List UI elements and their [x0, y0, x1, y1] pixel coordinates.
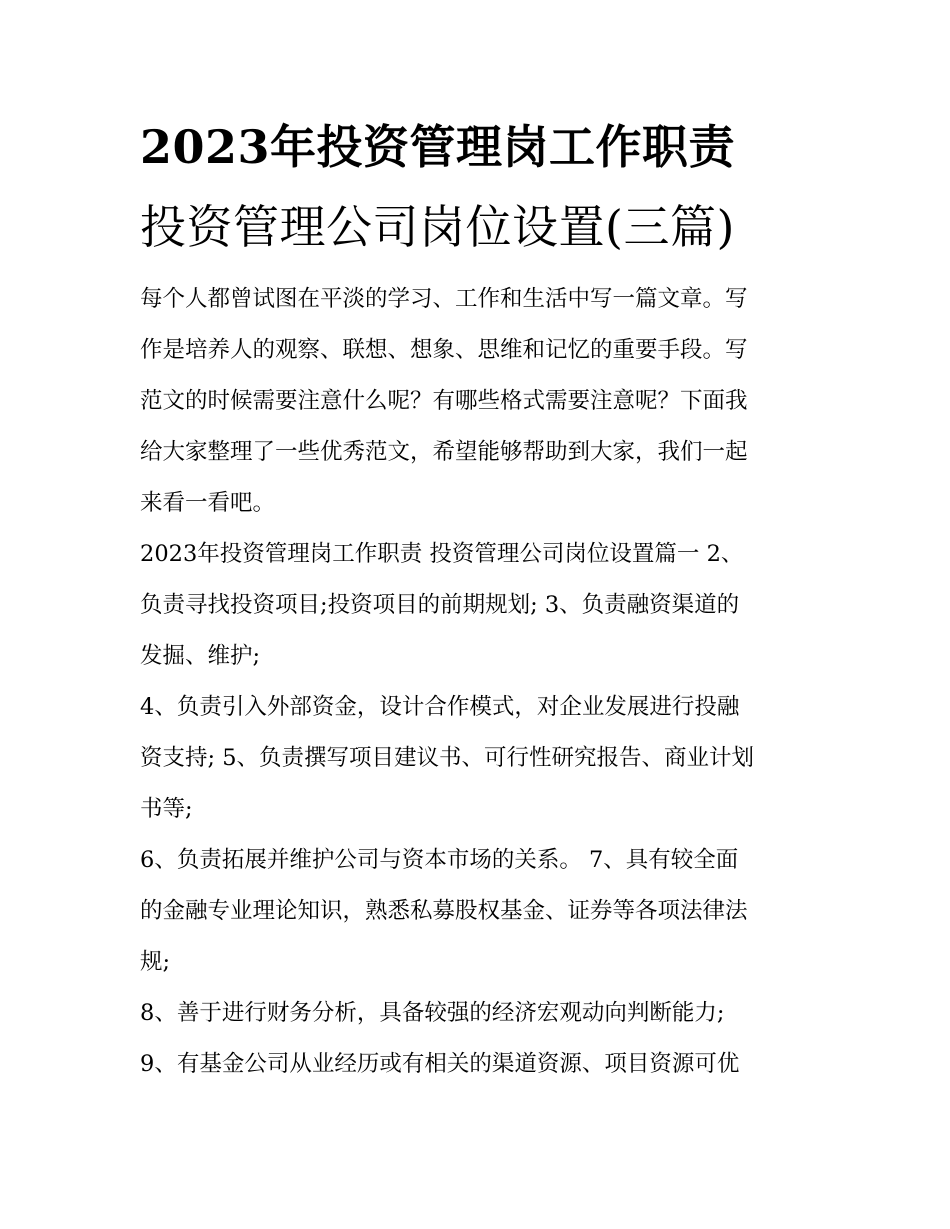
paragraph-line: 作是培养人的观察、联想、想象、思维和记忆的重要手段。写: [140, 337, 748, 363]
paragraph-line: 范文的时候需要注意什么呢？有哪些格式需要注意呢？下面我: [140, 388, 748, 414]
paragraph-line: 书等;: [140, 796, 193, 822]
paragraph-line: 每个人都曾试图在平淡的学习、工作和生活中写一篇文章。写: [140, 286, 748, 312]
paragraph-line: 发掘、维护;: [140, 643, 261, 669]
paragraph-line: 给大家整理了一些优秀范文，希望能够帮助到大家，我们一起: [140, 439, 748, 465]
paragraph-line: 8、善于进行财务分析，具备较强的经济宏观动向判断能力;: [140, 1000, 725, 1026]
paragraph-line: 6、负责拓展并维护公司与资本市场的关系。 7、具有较全面: [140, 847, 739, 873]
paragraph-line: 资支持; 5、负责撰写项目建议书、可行性研究报告、商业计划: [140, 745, 755, 771]
paragraph-line: 的金融专业理论知识，熟悉私募股权基金、证券等各项法律法: [140, 898, 748, 924]
paragraph-line: 来看一看吧。: [140, 490, 276, 516]
paragraph-line: 4、负责引入外部资金，设计合作模式，对企业发展进行投融: [140, 694, 740, 720]
paragraph-line: 2023年投资管理岗工作职责 投资管理公司岗位设置篇一 2、: [140, 541, 744, 567]
paragraph-line: 负责寻找投资项目;投资项目的前期规划; 3、负责融资渠道的: [140, 592, 740, 618]
document-title: 2023年投资管理岗工作职责: [140, 120, 736, 174]
paragraph-line: 9、有基金公司从业经历或有相关的渠道资源、项目资源可优: [140, 1051, 740, 1077]
paragraph-line: 规;: [140, 949, 171, 975]
document-subtitle: 投资管理公司岗位设置(三篇): [140, 200, 735, 254]
